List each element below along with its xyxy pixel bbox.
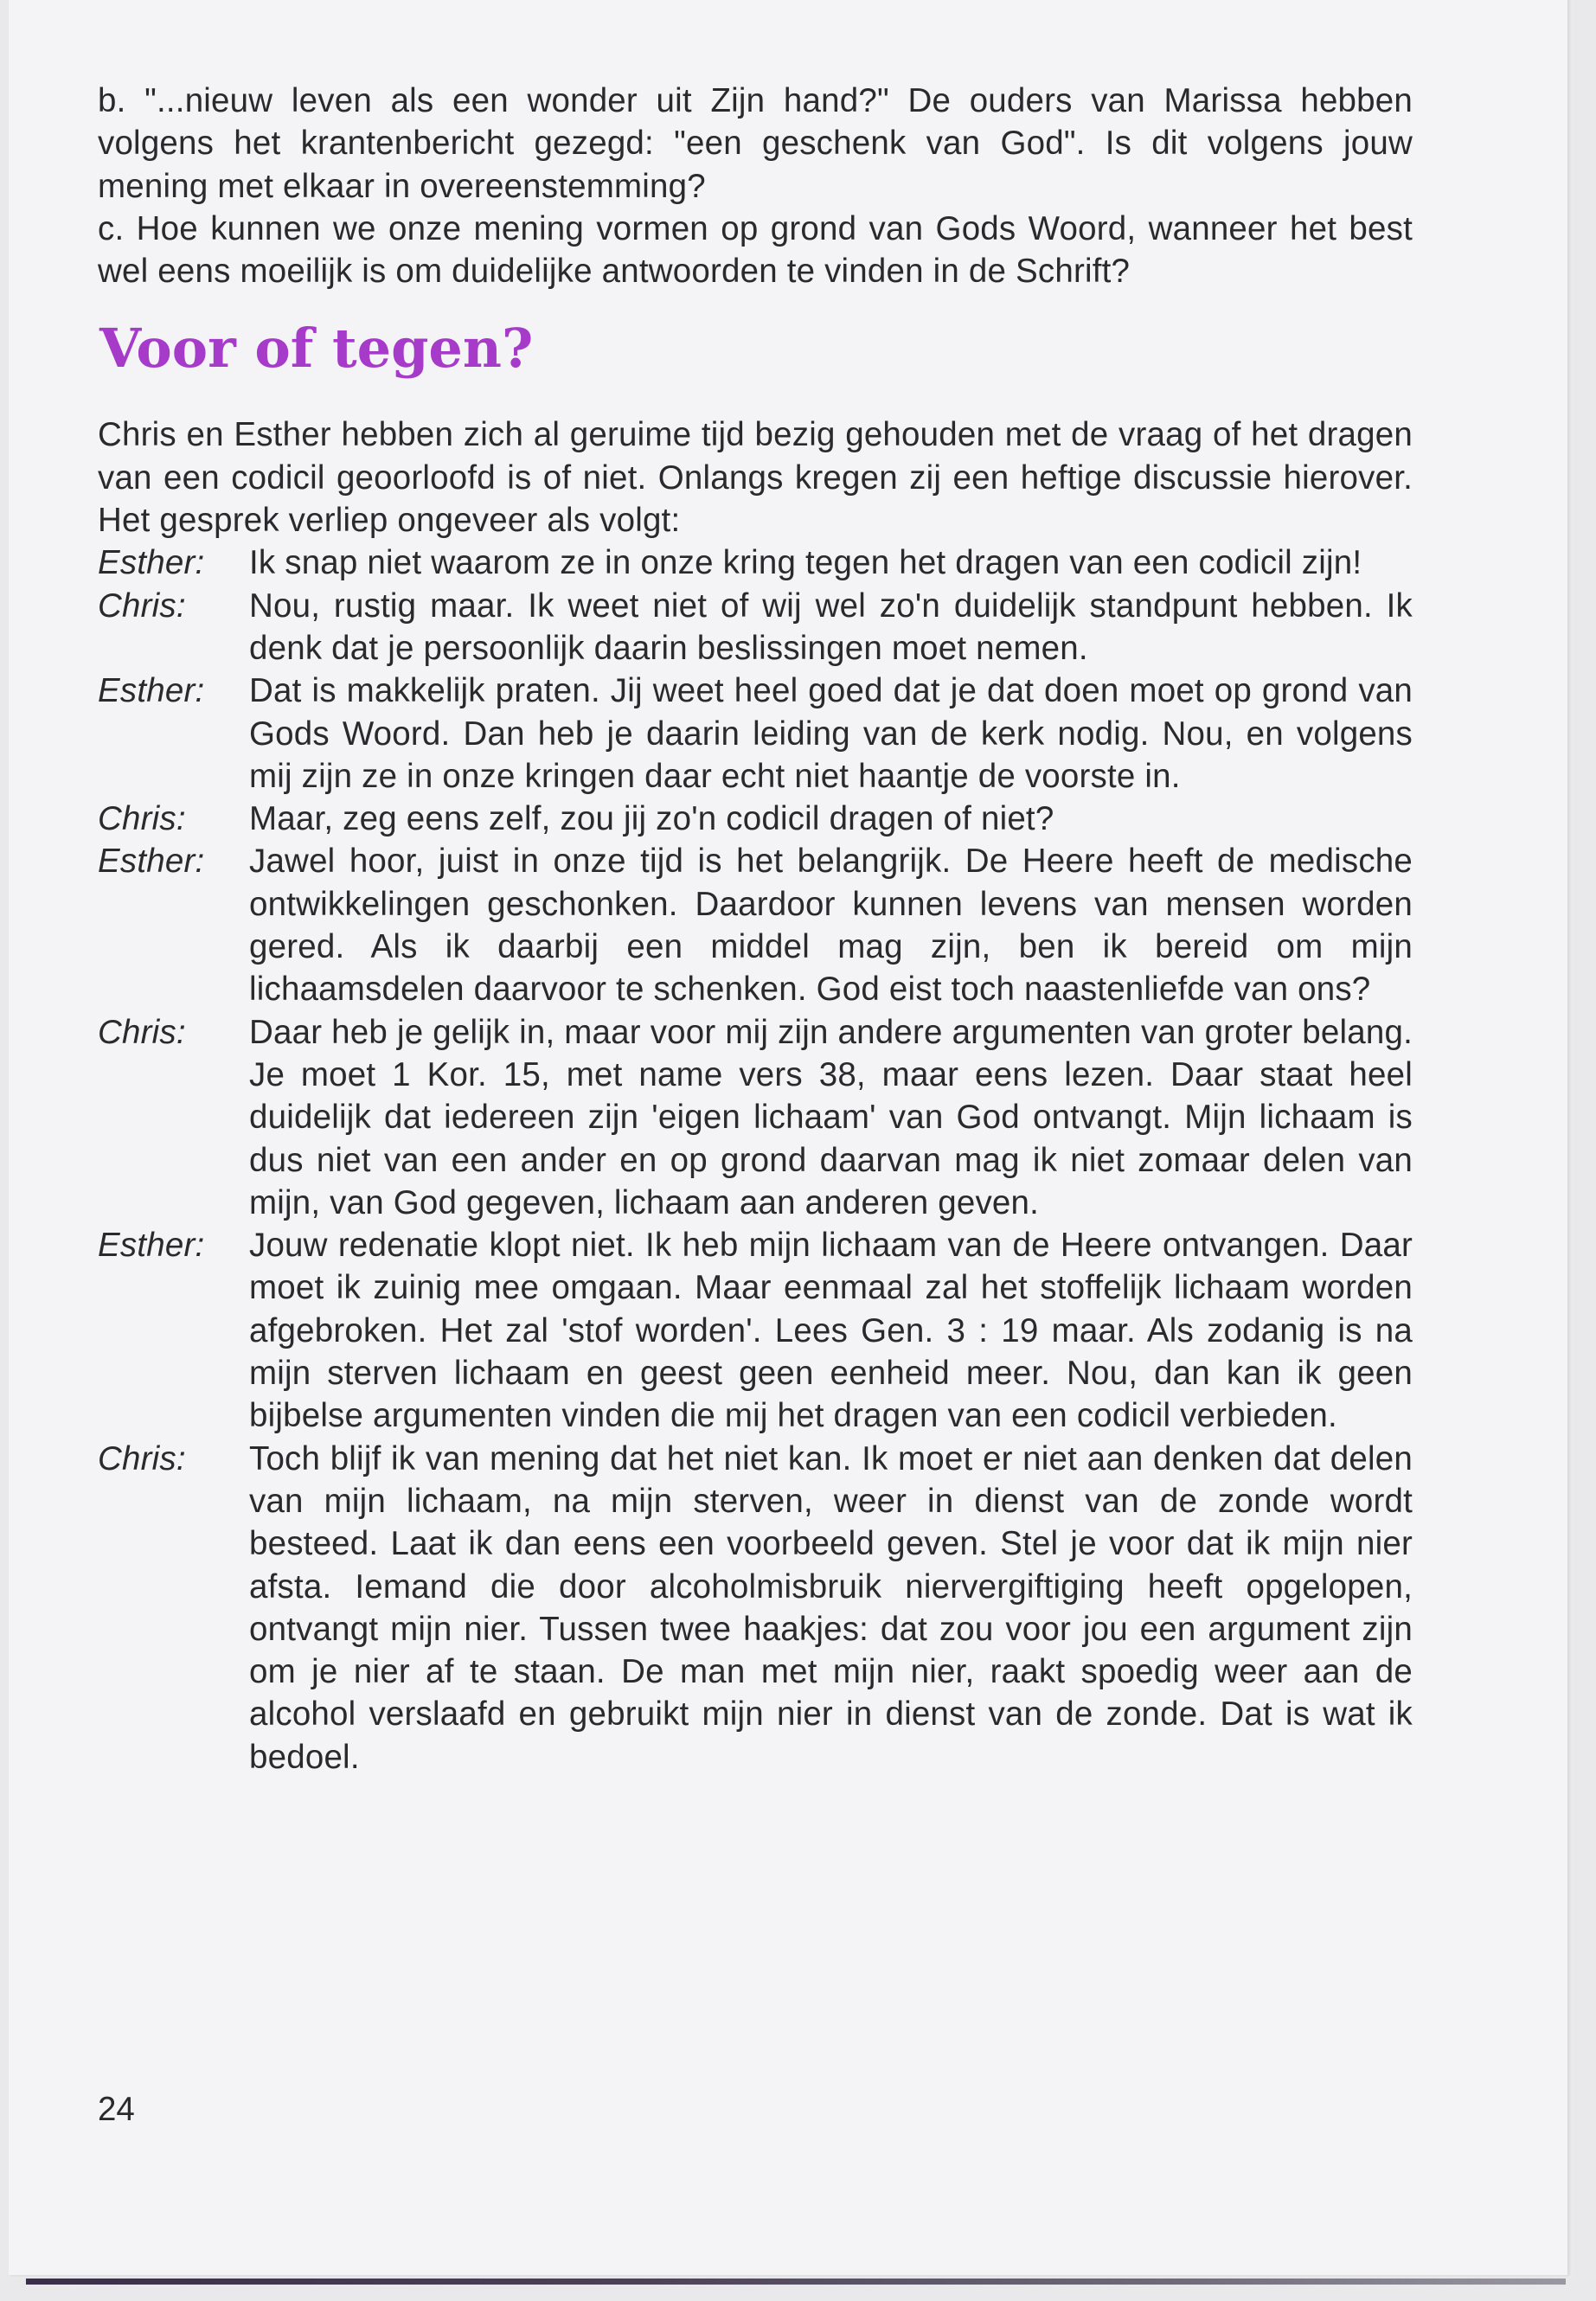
section-heading: Voor of tegen? (99, 317, 534, 381)
dialogue-turn (98, 840, 1413, 1010)
intro-paragraph: Chris en Esther hebben zich al geruime tijd bezig gehouden met de vraag of het dragen van een codicil geoorloofd is of niet. Onlangs kregen zij een heftige discussie hierover. Het gesprek verliep ongeveer als volgt: (98, 416, 1413, 540)
speaker-label: Chris: (98, 800, 186, 838)
speaker-label: Esther: (98, 1227, 205, 1265)
question-c: c. Hoe kunnen we onze mening vormen op grond van Gods Woord, wanneer het best wel eens moeilijk is om duidelijke antwoorden te vinden in de Schrift? (98, 209, 1413, 291)
speaker-label: Chris: (98, 586, 186, 625)
dialogue-turn (98, 585, 1413, 670)
speech-text: Maar, zeg eens zelf, zou jij zo'n codicil dragen of niet? (249, 800, 1054, 838)
speech-text: Toch blijf ik van mening dat het niet kan. Ik moet er niet aan denken dat delen van mijn lichaam, na mijn sterven, weer in dienst van de zonde wordt besteed. Laat ik dan eens een voorbeeld geven. Stel je voor dat ik mijn nier afsta. Iemand die door alcoholmisbruik niervergiftiging heeft opgelopen, ontvangt mijn nier. Tussen twee haakjes: dat zou voor jou een argument zijn om je nier af te staan. De man met mijn nier, raakt spoedig weer aan de alcohol verslaafd en gebruikt mijn nier in dienst van de zonde. Dat is wat ik bedoel. (249, 1439, 1413, 1776)
speech-text: Daar heb je gelijk in, maar voor mij zijn andere argumenten van groter belang. Je moet 1 Kor. 15, met name vers 38, maar eens lezen. Daar staat heel duidelijk dat iedereen zijn 'eigen lichaam' van God ontvangt. Mijn lichaam is dus niet van een ander en op grond daarvan mag ik niet zomaar delen van mijn, van God gegeven, lichaam aan anderen geven. (249, 1013, 1413, 1221)
dialogue-turn (98, 542, 1413, 584)
speaker-label: Esther: (98, 843, 205, 881)
page-content (98, 80, 1413, 1779)
page-number: 24 (98, 2091, 135, 2128)
dialogue-turn (98, 1224, 1413, 1437)
page-edge (1567, 0, 1573, 2275)
speech-text: Dat is makkelijk praten. Jij weet heel goed dat je dat doen moet op grond van Gods Woord. Dan heb je daarin leiding van de kerk nodig. Nou, en volgens mij zijn ze in onze kringen daar echt niet haantje de voorste in. (249, 672, 1413, 795)
speech-text: Nou, rustig maar. Ik weet niet of wij wel zo'n duidelijk standpunt hebben. Ik denk dat je persoonlijk daarin beslissingen moet nemen. (249, 586, 1413, 667)
speaker-label: Chris: (98, 1439, 186, 1477)
speech-text: Jawel hoor, juist in onze tijd is het belangrijk. De Heere heeft de medische ontwikkelingen geschonken. Daardoor kunnen levens van mensen worden gered. Als ik daarbij een middel mag zijn, ben ik bereid om mijn lichaamsdelen daarvoor te schenken. God eist toch naastenliefde van ons? (249, 843, 1413, 1009)
speaker-label: Chris: (98, 1013, 186, 1051)
dialogue (98, 542, 1413, 1779)
speaker-label: Esther: (98, 544, 205, 582)
dialogue-turn (98, 798, 1413, 840)
speech-text: Jouw redenatie klopt niet. Ik heb mijn lichaam van de Heere ontvangen. Daar moet ik zuinig mee omgaan. Maar eenmaal zal het stoffelijk lichaam worden afgebroken. Het zal 'stof worden'. Lees Gen. 3 : 19 maar. Als zodanig is na mijn sterven lichaam en geest geen eenheid meer. Nou, dan kan ik geen bijbelse argumenten vinden die mij het dragen van een codicil verbieden. (249, 1227, 1413, 1435)
dialogue-turn (98, 670, 1413, 798)
question-b: b. "...nieuw leven als een wonder uit Zijn hand?" De ouders van Marissa hebben volgens het krantenbericht gezegd: "een geschenk van God". Is dit volgens jouw mening met elkaar in overeenstemming? (98, 82, 1413, 205)
scan-edge-bar (26, 2279, 1566, 2285)
dialogue-turn (98, 1438, 1413, 1779)
speech-text: Ik snap niet waarom ze in onze kring tegen het dragen van een codicil zijn! (249, 544, 1362, 582)
dialogue-turn (98, 1011, 1413, 1224)
speaker-label: Esther: (98, 672, 205, 710)
